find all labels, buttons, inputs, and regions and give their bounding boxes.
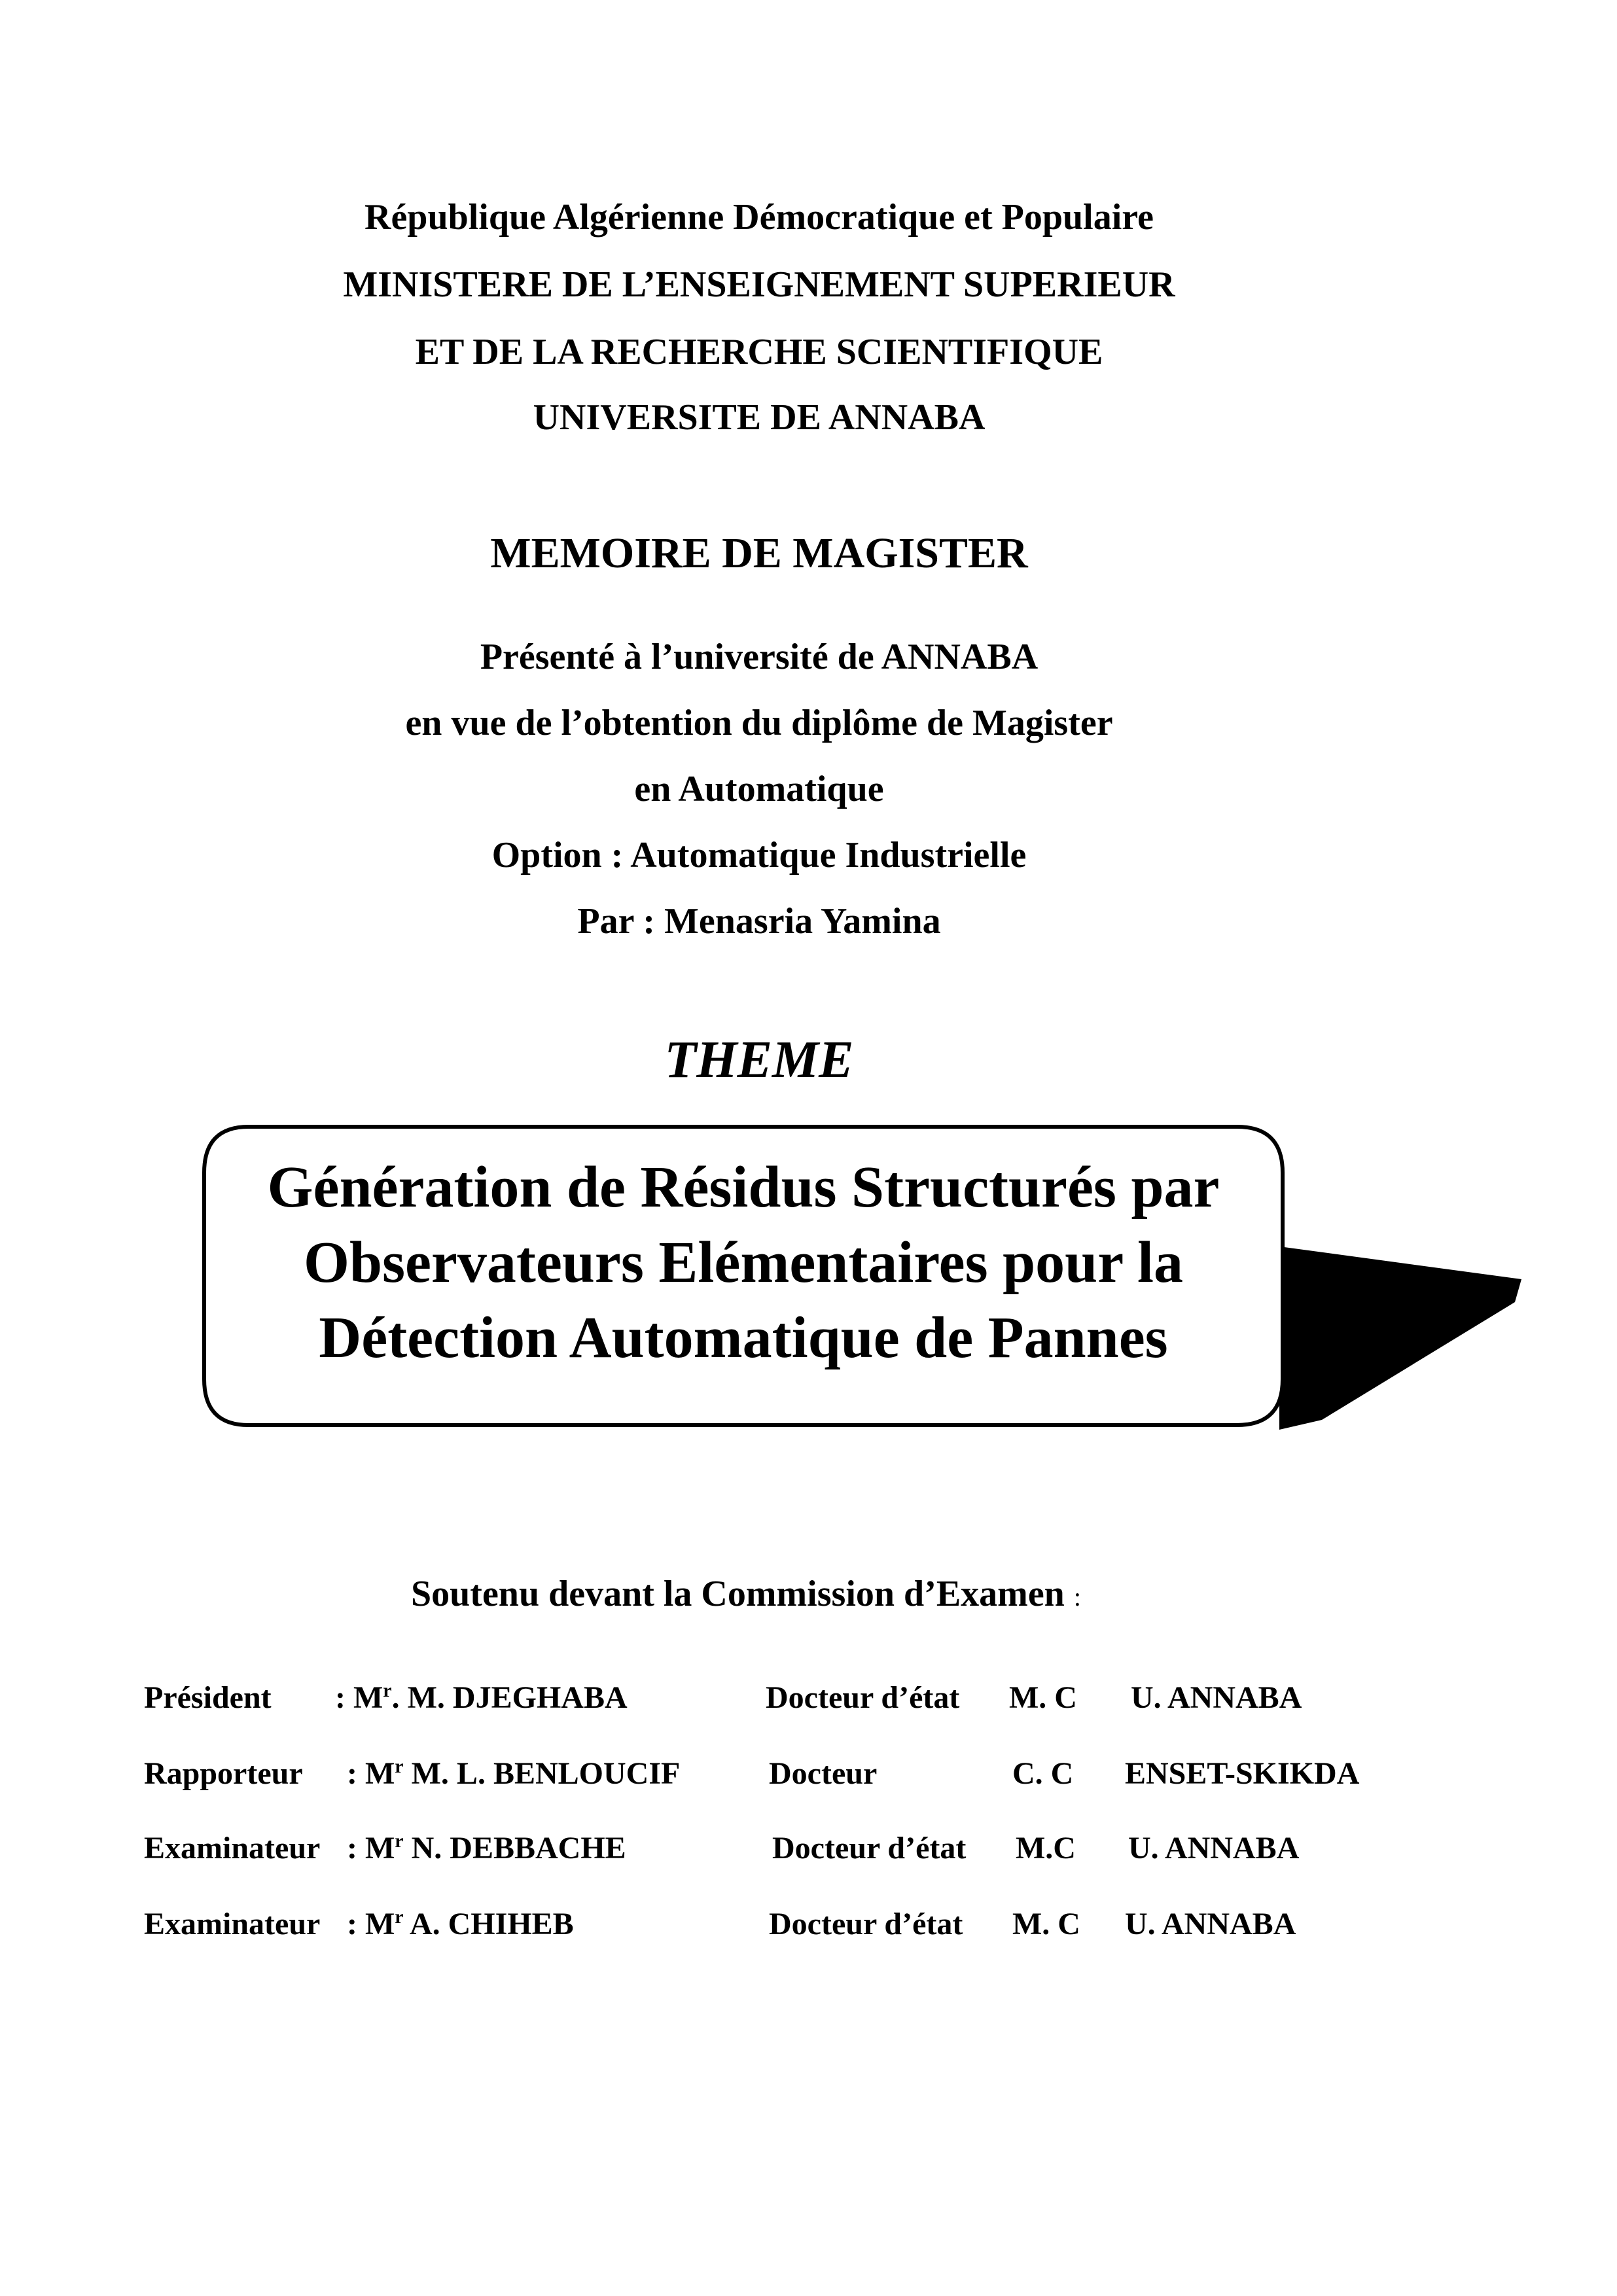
theme-label: THEME <box>664 1031 854 1089</box>
jury-grade: Docteur d’état <box>766 1680 960 1715</box>
field-line: en Automatique <box>634 769 884 809</box>
memoire-title: MEMOIRE DE MAGISTER <box>490 529 1028 577</box>
diploma-line: en vue de l’obtention du diplôme de Magister <box>405 703 1113 743</box>
jury-institution: ENSET-SKIKDA <box>1125 1756 1360 1791</box>
commission-colon: : <box>1073 1582 1081 1612</box>
jury-institution: U. ANNABA <box>1125 1907 1296 1941</box>
jury-member: : $M^r$ A. CHIHEB <box>347 1906 574 1941</box>
banner-shadow <box>1279 1246 1521 1430</box>
university-line: UNIVERSITE DE ANNABA <box>533 397 986 438</box>
jury-member: : $M^r$ N. DEBBACHE <box>347 1830 626 1865</box>
ministry-line: MINISTERE DE L’ENSEIGNEMENT SUPERIEUR <box>343 264 1175 305</box>
jury-grade: Docteur <box>769 1756 878 1791</box>
republic-line: République Algérienne Démocratique et Populaire <box>364 197 1154 238</box>
title-line-1: Génération de Résidus Structurés par <box>267 1155 1220 1220</box>
jury-rank: M. C <box>1012 1907 1080 1941</box>
jury-member: : $M^r$ M. L. BENLOUCIF <box>347 1756 681 1791</box>
jury-institution: U. ANNABA <box>1131 1680 1302 1715</box>
jury-institution: U. ANNABA <box>1128 1831 1300 1865</box>
title-line-2: Observateurs Elémentaires pour la <box>303 1230 1184 1295</box>
jury-role: Examinateur <box>144 1907 321 1941</box>
option-line: Option : Automatique Industrielle <box>491 835 1027 875</box>
commission-text: Soutenu devant la Commission d’Examen <box>411 1574 1065 1614</box>
ministry-line-2: ET DE LA RECHERCHE SCIENTIFIQUE <box>415 332 1103 372</box>
jury-grade: Docteur d’état <box>769 1907 963 1941</box>
jury-role: Examinateur <box>144 1831 321 1865</box>
commission-heading <box>411 1573 1081 1615</box>
jury-role: Rapporteur <box>144 1756 303 1791</box>
jury-role: Président <box>144 1680 272 1715</box>
author-line: Par : Menasria Yamina <box>577 901 941 942</box>
jury-grade: Docteur d’état <box>772 1831 967 1865</box>
presented-line: Présenté à l’université de ANNABA <box>480 637 1039 677</box>
jury-rank: M. C <box>1009 1680 1077 1715</box>
jury-rank: C. C <box>1012 1756 1074 1791</box>
title-line-3: Détection Automatique de Pannes <box>319 1305 1168 1370</box>
jury-member: : $M^r$. M. DJEGHABA <box>335 1680 628 1715</box>
jury-rank: M.C <box>1016 1831 1076 1865</box>
